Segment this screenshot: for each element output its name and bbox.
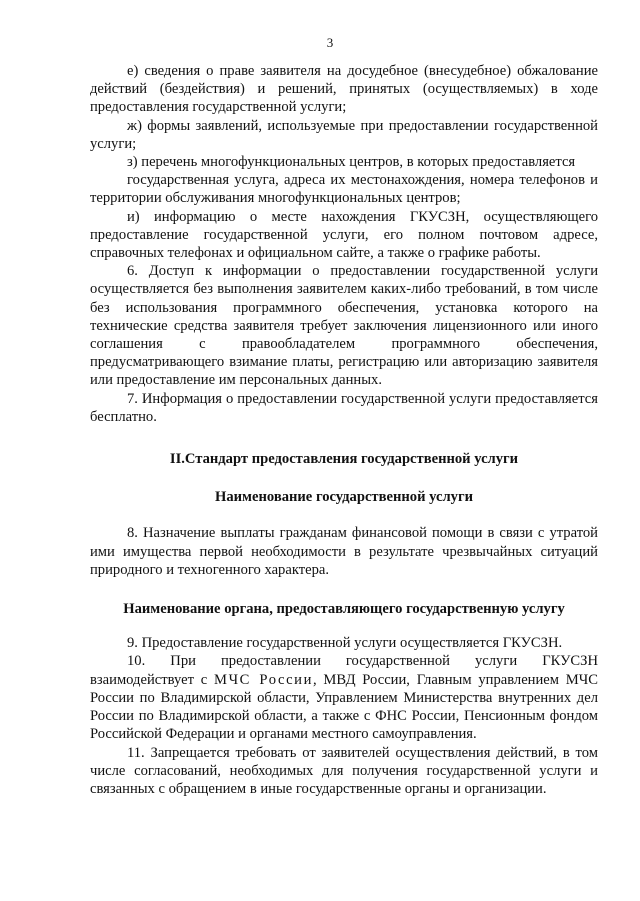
paragraph-10-mchs: МЧС России: [214, 671, 313, 688]
item-z-line2: государственная услуга, адреса их местонахождения, номера телефонов и территории обслуживания многофункциональных центров;: [90, 172, 598, 207]
paragraph-10: [90, 652, 598, 743]
document-body: [90, 62, 598, 798]
paragraph-10-start: 10. При предоставлении государственной услуги ГКУСЗН взаимодействует с: [90, 653, 598, 688]
item-z-line1: з) перечень многофункциональных центров, в которых предоставляется: [127, 154, 576, 171]
paragraph-10-rest: , МВД России, Главным управлением МЧС России по Владимирской области, Управлением Министерства внутренних дел России по Владимирской области, а также с ФНС России, Пенсионным фондом Российской Федерации и органами местного самоуправления.: [90, 671, 598, 743]
item-i: и) информацию о месте нахождения ГКУСЗН, осуществляющего предоставление государственной услуги, его полном почтовом адресе, справочных телефонах и официальном сайте, а также о графике работы.: [90, 208, 598, 262]
subheading-service-name: Наименование государственной услуги: [215, 489, 473, 506]
item-zh: ж) формы заявлений, используемые при предоставлении государственной услуги;: [90, 117, 598, 152]
page-number: 3: [326, 35, 334, 50]
subheading-organ-name: Наименование органа, предоставляющего государственную услугу: [123, 601, 565, 618]
paragraph-7: 7. Информация о предоставлении государственной услуги предоставляется бесплатно.: [90, 390, 598, 425]
paragraph-6: 6. Доступ к информации о предоставлении государственной услуги осуществляется без выполнения заявителем каких-либо требований, в том числе без использования программного обеспечения, установка которого на технические средства заявителя требует заключения лицензионного или иного соглашения с правообладателем программного обеспечения, предусматривающего взимание платы, регистрацию или авторизацию заявителя или предоставление им персональных данных.: [90, 263, 598, 389]
paragraph-8: 8. Назначение выплаты гражданам финансовой помощи в связи с утратой ими имущества первой необходимости в результате чрезвычайных ситуаций природного и техногенного характера.: [90, 525, 598, 578]
item-e: е) сведения о праве заявителя на досудебное (внесудебное) обжалование действий (бездействия) и решений, принятых (осуществляемых) в ходе предоставления государственной услуги;: [90, 63, 598, 116]
paragraph-11: 11. Запрещается требовать от заявителей осуществления действий, в том числе согласований, необходимых для получения государственной услуги и связанных с обращением в иные государственные органы и организации.: [90, 744, 598, 797]
paragraph-9: 9. Предоставление государственной услуги осуществляется ГКУСЗН.: [127, 635, 563, 652]
section-title: II.Стандарт предоставления государственной услуги: [169, 451, 519, 468]
